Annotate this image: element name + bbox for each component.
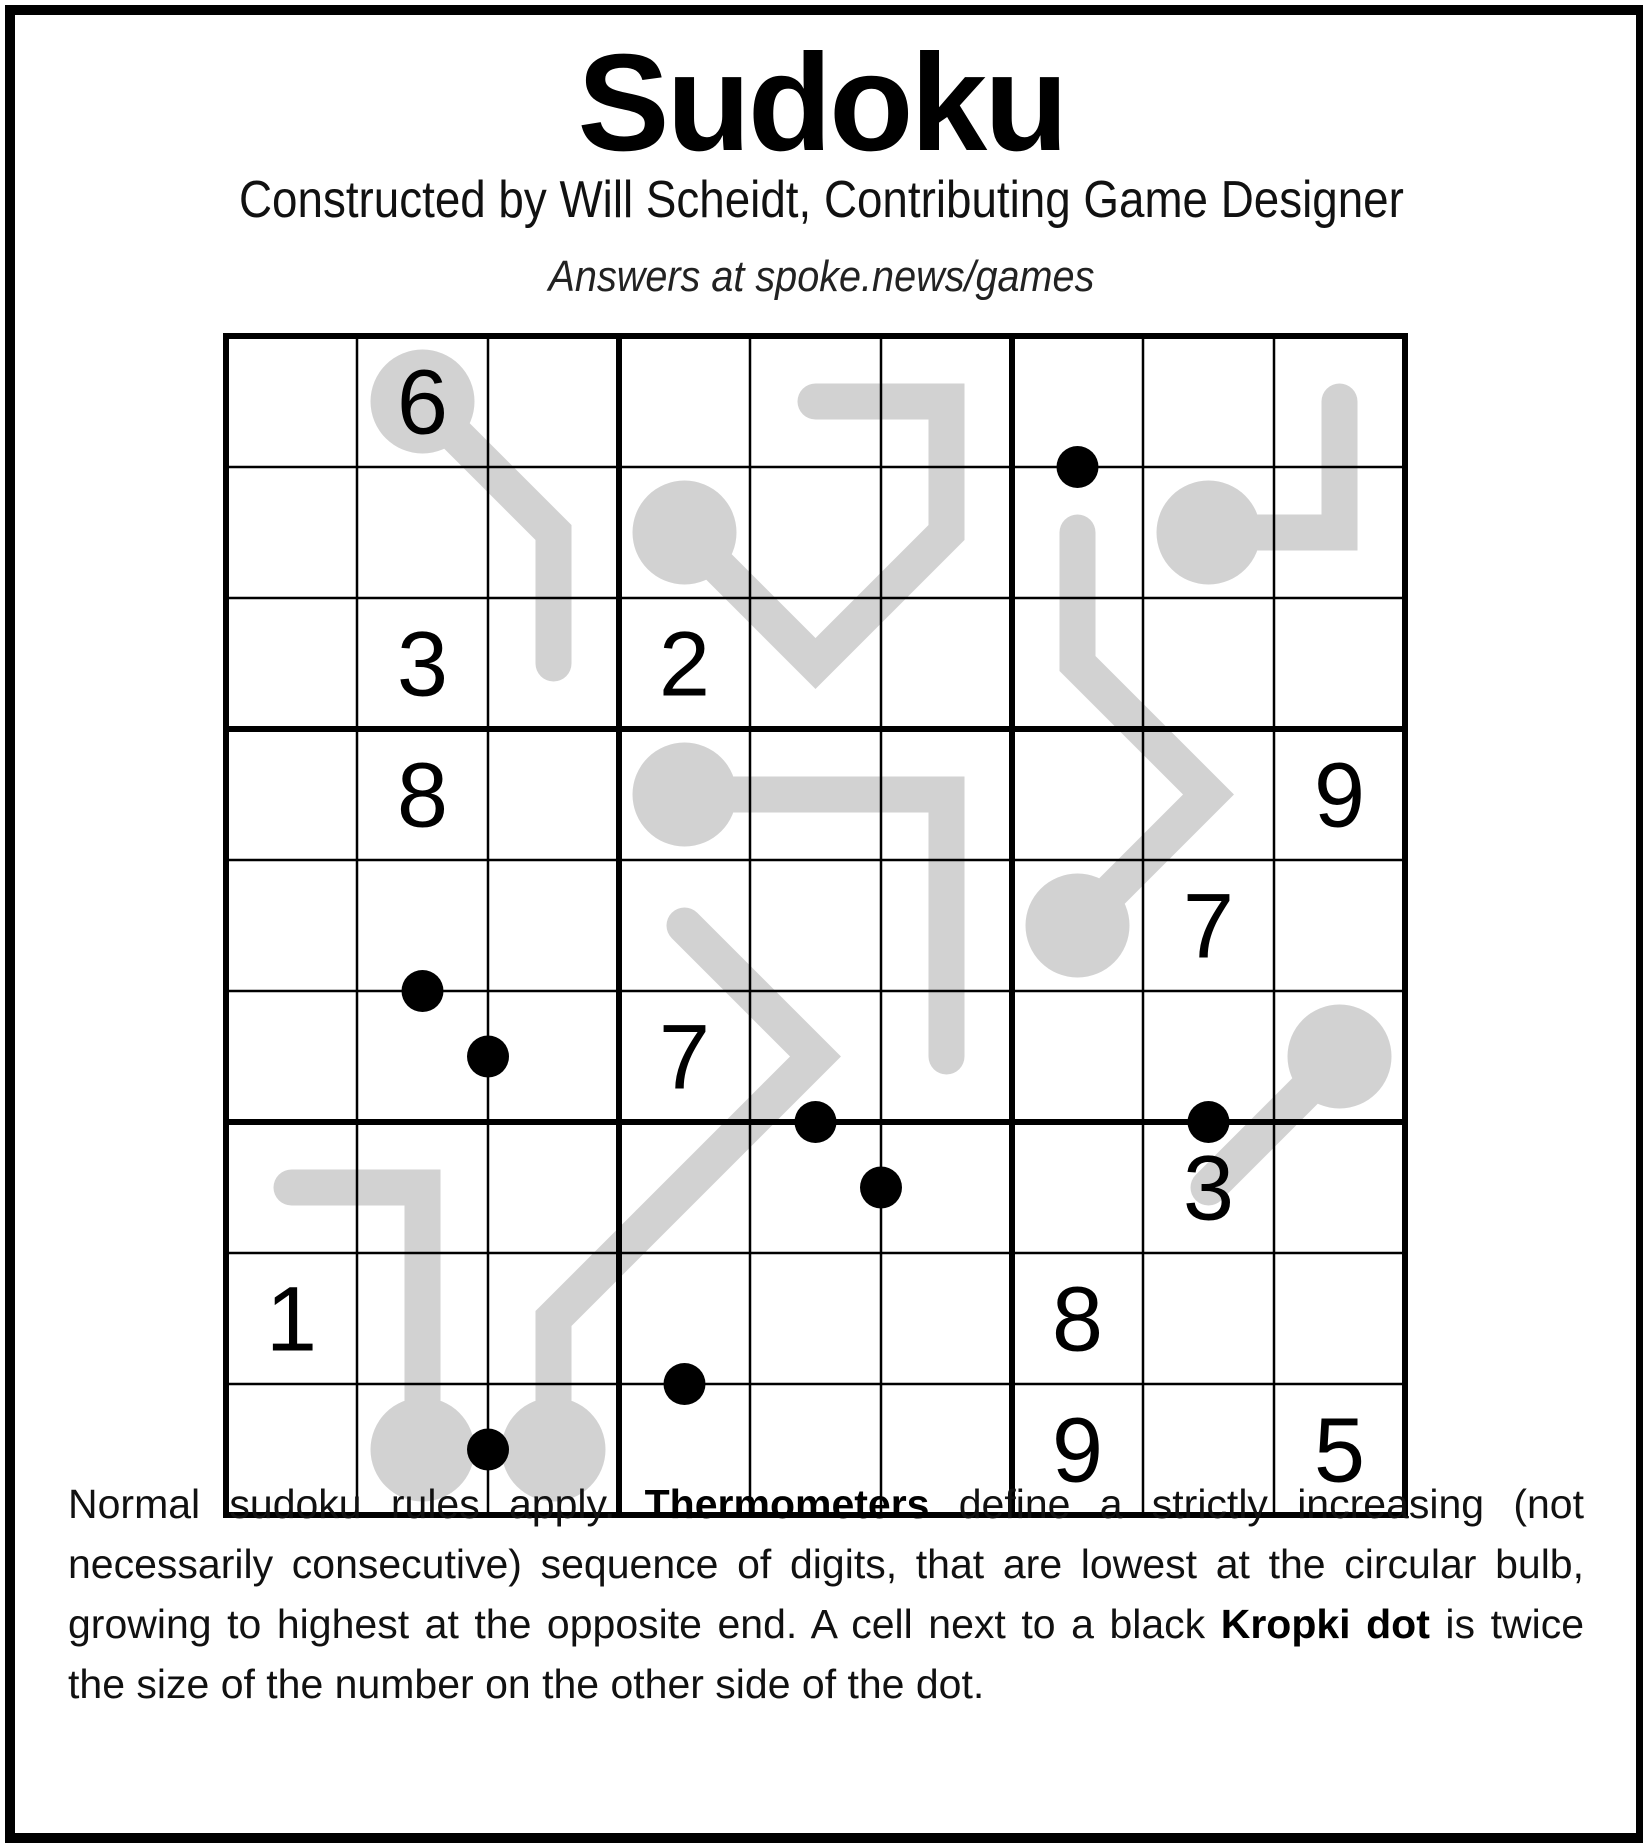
sudoku-cell-r3c1[interactable] — [226, 598, 357, 729]
thermometer-bulb — [1288, 1005, 1392, 1109]
kropki-dot-term: Kropki dot — [1220, 1601, 1430, 1647]
sudoku-cell-r5c3[interactable] — [488, 860, 619, 991]
rules-part-3: is twice the size of the number on the other side of the dot. — [68, 1601, 1584, 1707]
sudoku-cell-r6c1[interactable] — [226, 991, 357, 1122]
kropki-black-dot — [467, 1036, 509, 1078]
thermometers-term: Thermometers — [644, 1481, 930, 1527]
sudoku-cell-r2c5[interactable] — [750, 467, 881, 598]
byline: Constructed by Will Scheidt, Contributing Game Designer — [239, 171, 1404, 229]
thermometer-bulb — [1157, 481, 1261, 585]
given-digit: 7 — [658, 1006, 711, 1109]
sudoku-cell-r8c5[interactable] — [750, 1253, 881, 1384]
rules-part-1: Normal sudoku rules apply. — [68, 1481, 645, 1527]
thermometer-bulb — [633, 481, 737, 585]
sudoku-cell-r5c9[interactable] — [1274, 860, 1405, 991]
kropki-black-dot — [1057, 446, 1099, 488]
rules-part-2: define a strictly increasing (not necessarily consecutive) sequence of digits, that are lowest at the circular bulb, growing to highest at the opposite end. A cell next to a black — [68, 1481, 1584, 1647]
sudoku-cell-r1c1[interactable] — [226, 336, 357, 467]
page-title: Sudoku — [577, 26, 1066, 180]
sudoku-cell-r6c7[interactable] — [1012, 991, 1143, 1122]
sudoku-cell-r5c5[interactable] — [750, 860, 881, 991]
given-digit: 9 — [1051, 1399, 1104, 1502]
answers-link-text: Answers at spoke.news/games — [548, 252, 1095, 301]
sudoku-cell-r2c1[interactable] — [226, 467, 357, 598]
kropki-black-dot — [664, 1363, 706, 1405]
rules-text — [68, 1474, 1584, 1714]
sudoku-cell-r4c1[interactable] — [226, 729, 357, 860]
thermometer-bulb — [633, 743, 737, 847]
sudoku-cell-r7c7[interactable] — [1012, 1122, 1143, 1253]
sudoku-cell-r1c4[interactable] — [619, 336, 750, 467]
kropki-black-dot — [860, 1167, 902, 1209]
given-digit: 8 — [396, 744, 449, 847]
given-digit: 5 — [1313, 1399, 1366, 1502]
given-digit: 2 — [658, 613, 711, 716]
sudoku-cell-r8c6[interactable] — [881, 1253, 1012, 1384]
sudoku-cell-r1c3[interactable] — [488, 336, 619, 467]
sudoku-cell-r1c8[interactable] — [1143, 336, 1274, 467]
sudoku-cell-r5c1[interactable] — [226, 860, 357, 991]
kropki-black-dot — [402, 970, 444, 1012]
kropki-black-dot — [795, 1101, 837, 1143]
given-digit: 9 — [1313, 744, 1366, 847]
thermometer-bulb — [1026, 874, 1130, 978]
given-digit: 8 — [1051, 1268, 1104, 1371]
sudoku-cell-r3c6[interactable] — [881, 598, 1012, 729]
given-digit: 3 — [396, 613, 449, 716]
sudoku-cell-r3c8[interactable] — [1143, 598, 1274, 729]
given-digit: 1 — [265, 1268, 318, 1371]
given-digit: 6 — [396, 351, 449, 454]
sudoku-cell-r3c9[interactable] — [1274, 598, 1405, 729]
given-digit: 7 — [1182, 875, 1235, 978]
kropki-black-dot — [467, 1429, 509, 1471]
sudoku-cell-r4c7[interactable] — [1012, 729, 1143, 860]
sudoku-cell-r2c2[interactable] — [357, 467, 488, 598]
sudoku-cell-r7c3[interactable] — [488, 1122, 619, 1253]
sudoku-cell-r7c9[interactable] — [1274, 1122, 1405, 1253]
given-digit: 3 — [1182, 1137, 1235, 1240]
sudoku-cell-r4c3[interactable] — [488, 729, 619, 860]
sudoku-cell-r8c8[interactable] — [1143, 1253, 1274, 1384]
sudoku-cell-r8c9[interactable] — [1274, 1253, 1405, 1384]
